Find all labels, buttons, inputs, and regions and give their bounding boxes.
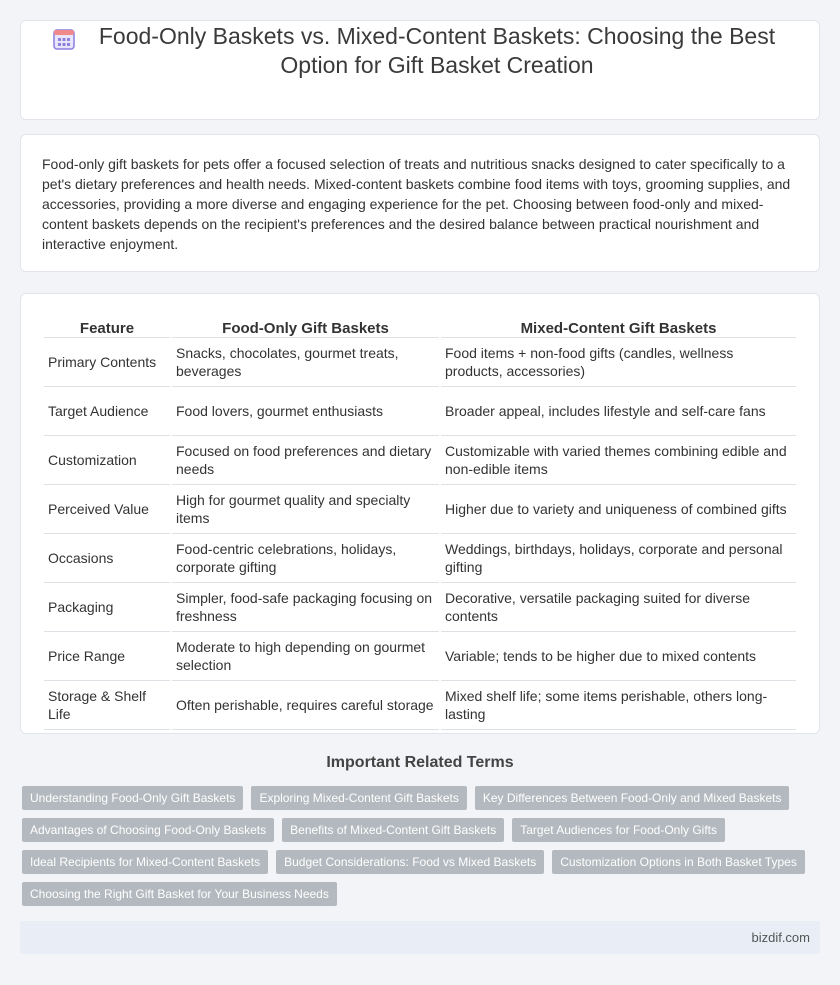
table-cell-mixed: Weddings, birthdays, holidays, corporate and personal gifting — [441, 534, 796, 583]
related-term-tag[interactable]: Ideal Recipients for Mixed-Content Baskets — [22, 850, 268, 874]
table-cell-feature: Customization — [44, 436, 170, 485]
table-cell-food-only: Simpler, food-safe packaging focusing on freshness — [172, 583, 439, 632]
table-cell-feature: Perceived Value — [44, 485, 170, 534]
table-row — [44, 681, 796, 730]
table-row — [44, 485, 796, 534]
table-row — [44, 387, 796, 436]
footer-site-link[interactable]: bizdif.com — [751, 930, 810, 945]
table-row — [44, 436, 796, 485]
table-row — [44, 583, 796, 632]
related-terms-heading: Important Related Terms — [326, 754, 514, 771]
header-food-only: Food-Only Gift Baskets — [172, 316, 439, 338]
related-term-tag[interactable]: Budget Considerations: Food vs Mixed Baskets — [276, 850, 544, 874]
table-cell-feature: Packaging — [44, 583, 170, 632]
related-term-tag[interactable]: Advantages of Choosing Food-Only Baskets — [22, 818, 274, 842]
related-term-tag[interactable]: Exploring Mixed-Content Gift Baskets — [251, 786, 466, 810]
related-term-tag[interactable]: Choosing the Right Gift Basket for Your Business Needs — [22, 882, 337, 906]
table-header-row — [44, 316, 796, 338]
table-cell-mixed: Broader appeal, includes lifestyle and self-care fans — [441, 387, 796, 436]
table-cell-food-only: Food-centric celebrations, holidays, corporate gifting — [172, 534, 439, 583]
table-cell-mixed: Decorative, versatile packaging suited for diverse contents — [441, 583, 796, 632]
table-cell-mixed: Customizable with varied themes combining edible and non-edible items — [441, 436, 796, 485]
header-feature: Feature — [44, 316, 170, 338]
table-cell-food-only: Often perishable, requires careful storage — [172, 681, 439, 730]
table-cell-feature: Storage & Shelf Life — [44, 681, 170, 730]
page-title: Food-Only Baskets vs. Mixed-Content Baskets: Choosing the Best Option for Gift Basket Creation — [98, 23, 776, 78]
table-cell-mixed: Food items + non-food gifts (candles, wellness products, accessories) — [441, 338, 796, 387]
table-cell-food-only: High for gourmet quality and specialty items — [172, 485, 439, 534]
table-row — [44, 338, 796, 387]
table-cell-food-only: Focused on food preferences and dietary needs — [172, 436, 439, 485]
table-row — [44, 534, 796, 583]
header-mixed-content: Mixed-Content Gift Baskets — [441, 316, 796, 338]
table-cell-food-only: Snacks, chocolates, gourmet treats, beverages — [172, 338, 439, 387]
related-term-tag[interactable]: Customization Options in Both Basket Types — [552, 850, 805, 874]
table-cell-mixed: Variable; tends to be higher due to mixed contents — [441, 632, 796, 681]
table-cell-feature: Target Audience — [44, 387, 170, 436]
related-term-tag[interactable]: Benefits of Mixed-Content Gift Baskets — [282, 818, 504, 842]
intro-card — [20, 134, 820, 272]
footer-bar — [20, 921, 820, 954]
table-cell-food-only: Food lovers, gourmet enthusiasts — [172, 387, 439, 436]
table-cell-food-only: Moderate to high depending on gourmet selection — [172, 632, 439, 681]
intro-paragraph: Food-only gift baskets for pets offer a focused selection of treats and nutritious snacks designed to cater specifically to a pet's dietary preferences and health needs. Mixed-content baskets combine food items with toys, grooming supplies, and accessories, providing a more diverse and engaging experience for the pet. Choosing between food-only and mixed-content baskets depends on the recipient's preferences and the desired balance between practical nourishment and interactive enjoyment. — [42, 156, 791, 252]
table-cell-feature: Price Range — [44, 632, 170, 681]
calendar-icon — [53, 28, 75, 50]
comparison-table — [42, 316, 798, 730]
table-cell-mixed: Higher due to variety and uniqueness of combined gifts — [441, 485, 796, 534]
table-cell-feature: Primary Contents — [44, 338, 170, 387]
related-term-tag[interactable]: Target Audiences for Food-Only Gifts — [512, 818, 725, 842]
related-term-tag[interactable]: Understanding Food-Only Gift Baskets — [22, 786, 243, 810]
comparison-table-card — [20, 293, 820, 734]
table-cell-mixed: Mixed shelf life; some items perishable, others long-lasting — [441, 681, 796, 730]
related-terms-list — [22, 786, 822, 906]
table-row — [44, 632, 796, 681]
table-cell-feature: Occasions — [44, 534, 170, 583]
related-term-tag[interactable]: Key Differences Between Food-Only and Mixed Baskets — [475, 786, 790, 810]
